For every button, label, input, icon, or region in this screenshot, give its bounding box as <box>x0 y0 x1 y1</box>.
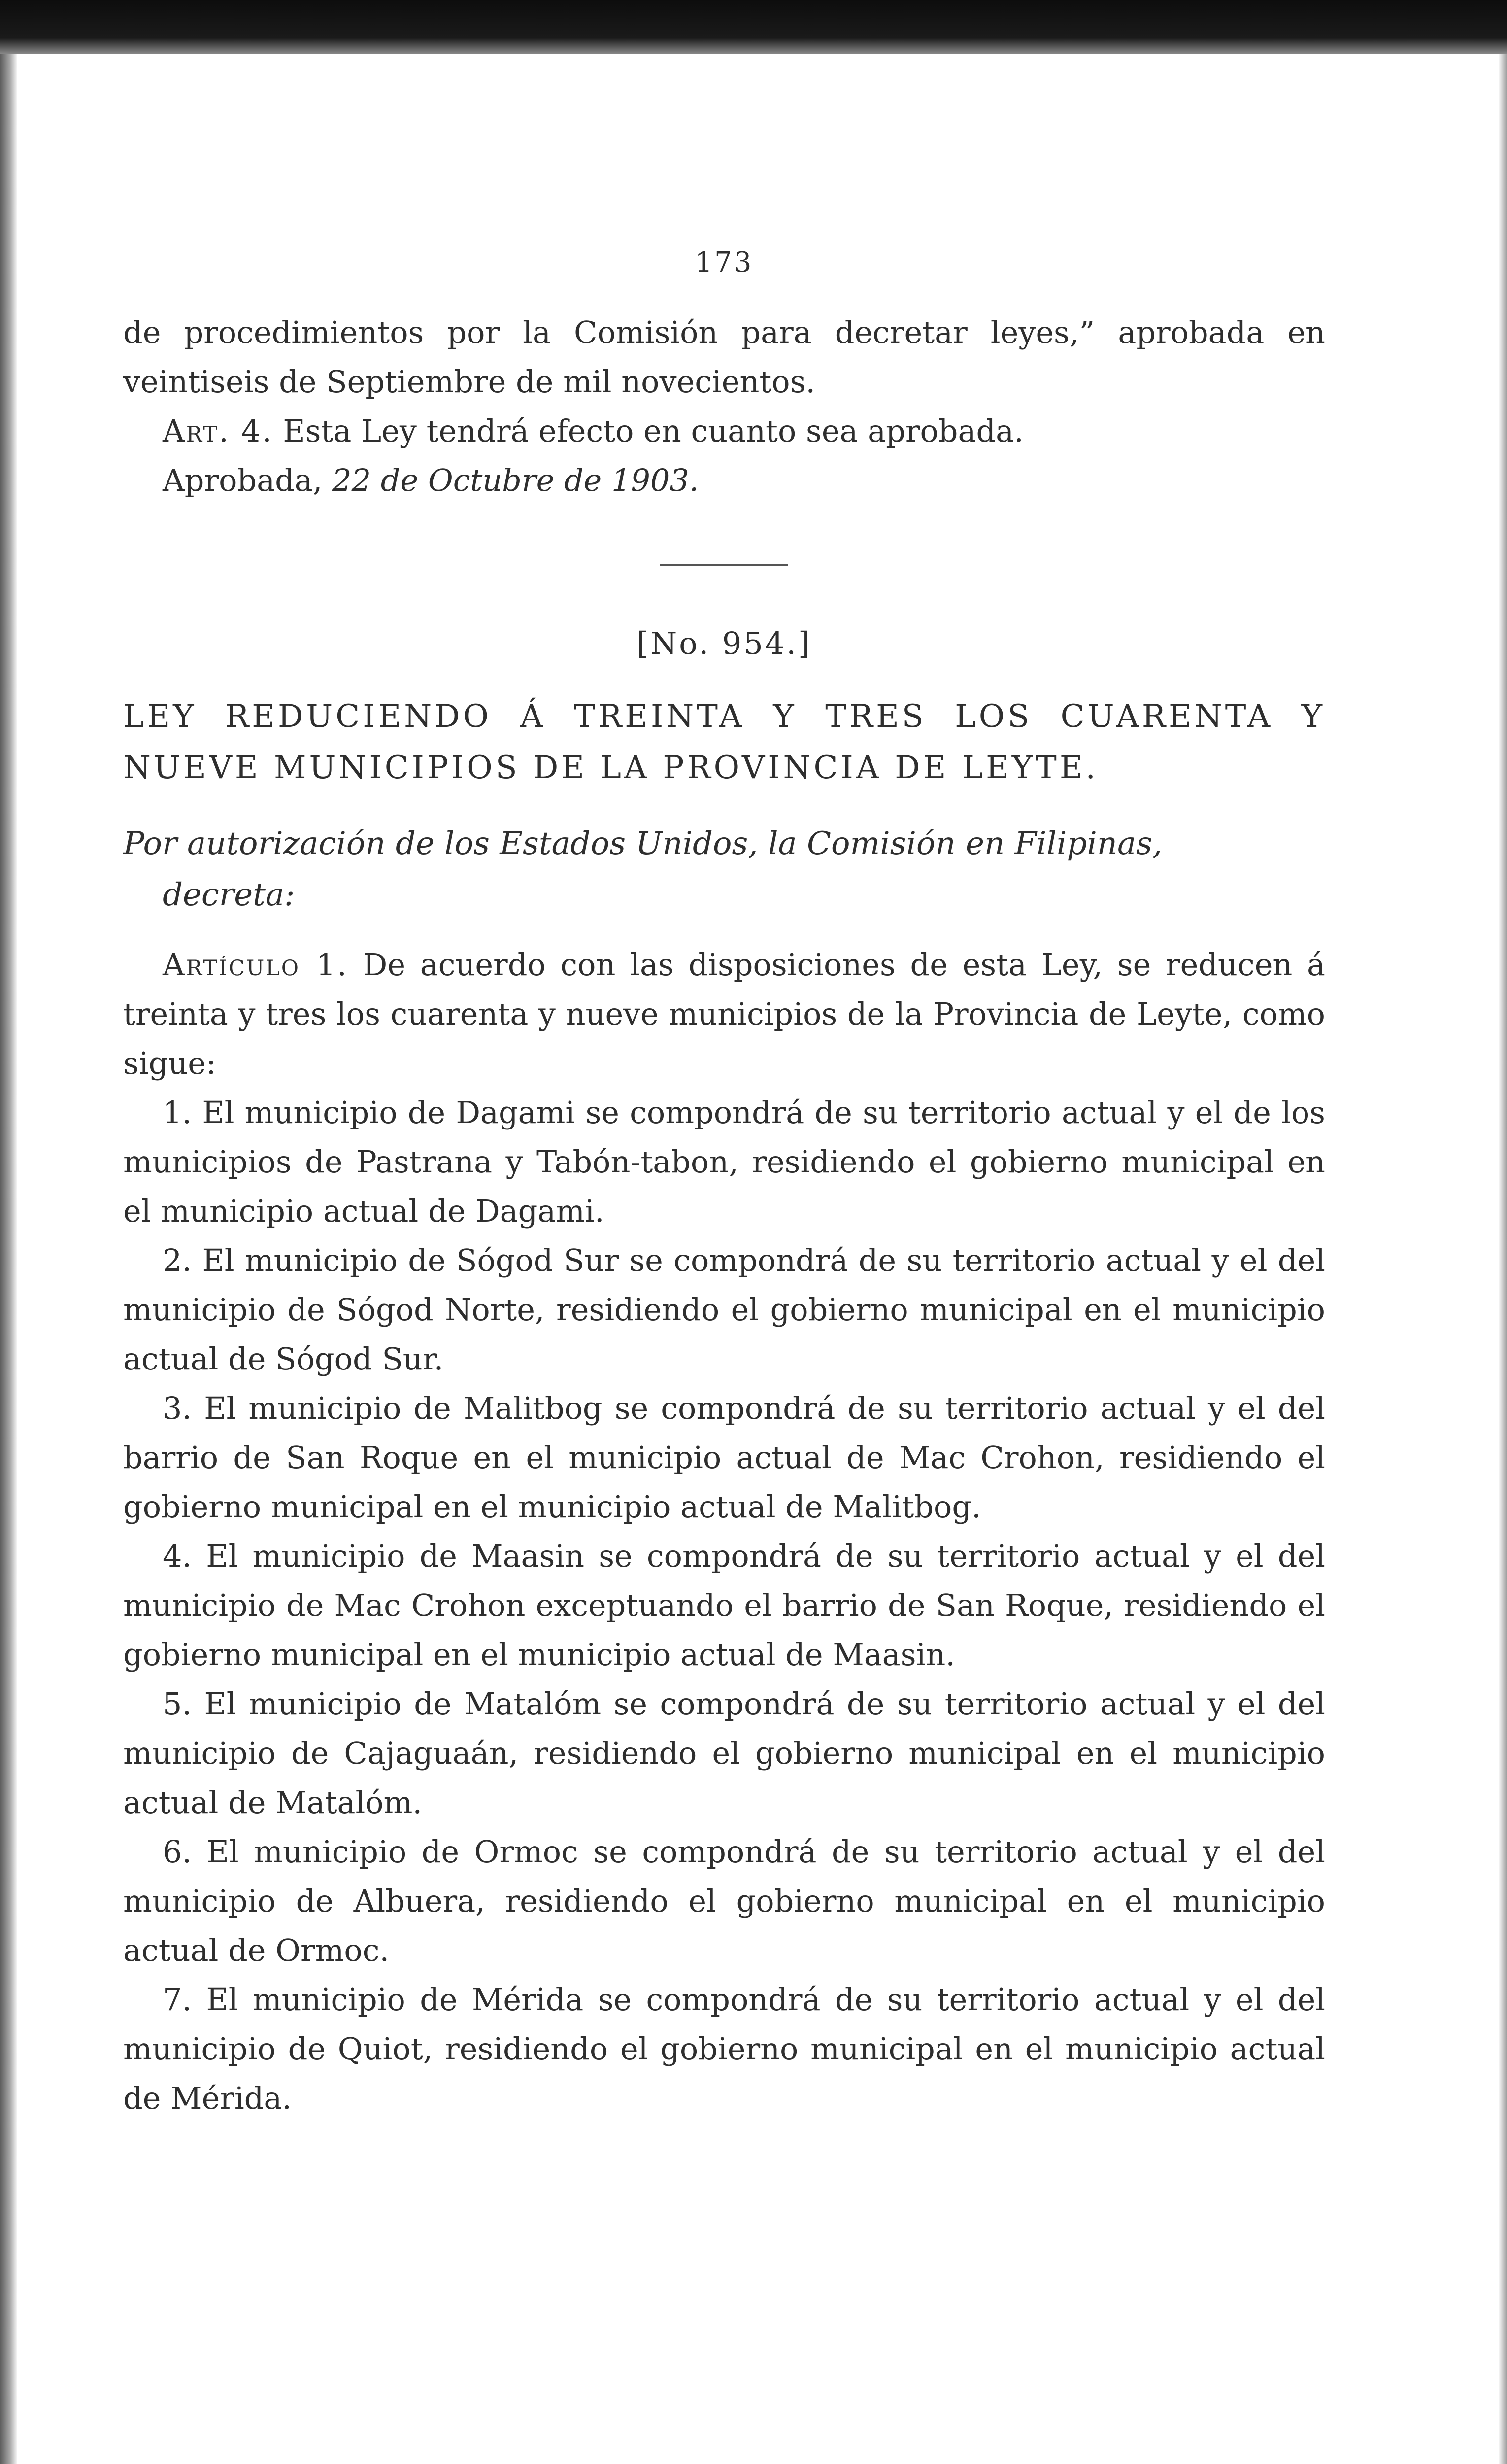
scan-top-border <box>0 0 1507 54</box>
article-4-label: Art. 4. <box>163 413 273 449</box>
list-item: 2. El municipio de Sógod Sur se compondrá de su territorio actual y el del municipio de Sógod Norte, residiendo el gobierno municipal en el municipio actual de Sógod Sur. <box>123 1242 1325 1377</box>
list-item: 7. El municipio de Mérida se compondrá de su territorio actual y el del municipio de Quiot, residiendo el gobierno municipal en el municipio actual de Mérida. <box>123 1982 1325 2116</box>
article-1 <box>123 940 1325 1088</box>
list-item: 4. El municipio de Maasin se compondrá de su territorio actual y el del municipio de Mac Crohon exceptuando el barrio de San Roque, residiendo el gobierno municipal en el municipio actual de Maasin. <box>123 1538 1325 1673</box>
page-number: 173 <box>695 246 754 278</box>
article-1-text: De acuerdo con las disposiciones de esta Ley, se reducen á treinta y tres los cuarenta y nueve municipios de la Provincia de Leyte, como sigue: <box>123 947 1326 1081</box>
enacting-line-1: Por autorización de los Estados Unidos, la Comisión en Filipinas, <box>123 825 1163 862</box>
approval-date: 22 de Octubre de 1903. <box>332 462 699 498</box>
article-1-label: Artículo 1. <box>163 947 348 983</box>
article-4 <box>123 407 1325 456</box>
list-item: 3. El municipio de Malitbog se compondrá de su territorio actual y el del barrio de San Roque en el municipio actual de Mac Crohon, residiendo el gobierno municipal en el municipio actual de Malitbog. <box>123 1390 1325 1525</box>
list-item: 1. El municipio de Dagami se compondrá de su territorio actual y el de los municipios de Pastrana y Tabón-tabon, residiendo el gobierno municipal en el municipio actual de Dagami. <box>123 1095 1325 1229</box>
approval-label: Aprobada, <box>163 462 323 498</box>
article-4-text: Esta Ley tendrá efecto en cuanto sea aprobada. <box>283 413 1024 449</box>
section-divider <box>660 564 788 566</box>
document-page <box>123 246 1325 2123</box>
list-item: 5. El municipio de Matalóm se compondrá de su territorio actual y el del municipio de Cajaguaán, residiendo el gobierno municipal en el municipio actual de Matalóm. <box>123 1686 1325 1820</box>
scan-right-border <box>1499 54 1507 2464</box>
scan-left-border <box>0 54 17 2464</box>
law-number: [No. 954.] <box>636 625 812 661</box>
law-title: LEY REDUCIENDO Á TREINTA Y TRES LOS CUARENTA Y NUEVE MUNICIPIOS DE LA PROVINCIA DE LEYTE. <box>123 698 1325 786</box>
approval-line <box>123 456 1325 505</box>
enacting-line-2: decreta: <box>163 877 295 913</box>
list-item: 6. El municipio de Ormoc se compondrá de su territorio actual y el del municipio de Albuera, residiendo el gobierno municipal en el municipio actual de Ormoc. <box>123 1834 1325 1968</box>
continuation-paragraph: de procedimientos por la Comisión para decretar leyes,” aprobada en veintiseis de Septiembre de mil novecientos. <box>123 314 1325 400</box>
enacting-clause <box>123 818 1325 921</box>
